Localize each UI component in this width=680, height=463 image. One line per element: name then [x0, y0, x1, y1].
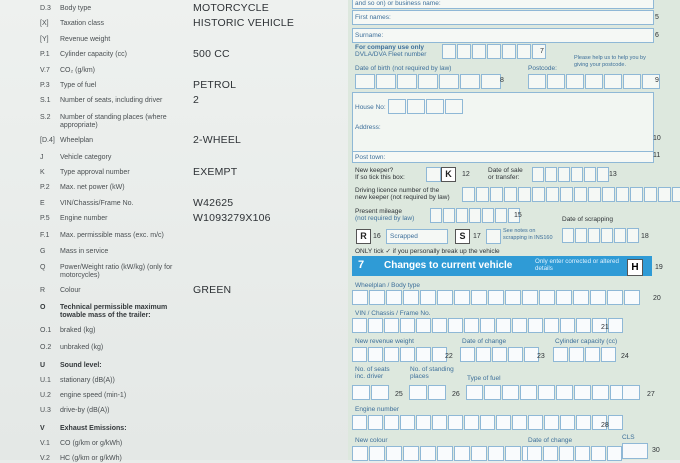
- detail-code: [X]: [40, 20, 49, 27]
- licence-label: Driving licence number of the: [355, 187, 440, 194]
- dob-boxes[interactable]: [355, 74, 501, 89]
- character-box[interactable]: [386, 446, 402, 461]
- date-of-sale-label-2: or transfer:: [488, 174, 520, 181]
- character-box[interactable]: [454, 290, 470, 305]
- detail-label: Technical permissible maximum towable mass of the trailer:: [60, 304, 168, 319]
- field-number-15: 15: [514, 212, 522, 219]
- character-box[interactable]: [543, 446, 558, 461]
- character-box[interactable]: [384, 415, 399, 430]
- character-box[interactable]: [576, 318, 591, 333]
- detail-code: [D.4]: [40, 137, 55, 144]
- field-number-5: 5: [655, 14, 659, 21]
- character-box[interactable]: [601, 347, 616, 362]
- field-number-20: 20: [653, 295, 661, 302]
- detail-code: U.2: [40, 392, 51, 399]
- detail-label: Number of standing places (where appropriate): [60, 114, 167, 129]
- character-box[interactable]: [576, 415, 591, 430]
- character-box[interactable]: [460, 347, 475, 362]
- section-7-banner: [352, 256, 652, 276]
- field-number-11: 11: [653, 152, 661, 159]
- cls-label: CLS: [622, 434, 635, 441]
- licence-label-2: new keeper (not required by law): [355, 194, 450, 201]
- first-names-label: First names:: [355, 14, 391, 21]
- field-number-7: 7: [540, 48, 544, 55]
- mileage-boxes[interactable]: [430, 208, 520, 223]
- character-box[interactable]: [574, 385, 591, 400]
- detail-label: Exhaust Emissions:: [60, 425, 127, 432]
- character-box[interactable]: [420, 290, 436, 305]
- seats-boxes[interactable]: [352, 385, 389, 400]
- character-box[interactable]: [522, 290, 538, 305]
- new-colour-boxes[interactable]: [352, 446, 538, 461]
- character-box[interactable]: [416, 347, 431, 362]
- detail-label: Vehicle category: [60, 154, 112, 161]
- character-box[interactable]: [520, 385, 537, 400]
- character-box[interactable]: [505, 446, 521, 461]
- detail-label: Type of fuel: [60, 82, 97, 89]
- scrapped-label: Scrapped: [390, 233, 418, 240]
- detail-label: Cylinder capacity (cc): [60, 51, 127, 58]
- detail-label: Max. permissible mass (exc. m/c): [60, 232, 164, 239]
- detail-label: HC (g/km or g/kWh): [60, 455, 122, 462]
- character-box[interactable]: [352, 415, 367, 430]
- character-box[interactable]: [505, 290, 521, 305]
- k-letter-box: K: [441, 167, 456, 182]
- field-number-9: 9: [655, 77, 659, 84]
- detail-code: S.1: [40, 97, 51, 104]
- field-number-10: 10: [653, 135, 661, 142]
- section-subtitle: Only enter corrected or altered details: [535, 258, 619, 272]
- character-box[interactable]: [369, 446, 385, 461]
- detail-code: V.2: [40, 455, 50, 462]
- character-box[interactable]: [471, 446, 487, 461]
- field-number-6: 6: [655, 32, 659, 39]
- section-title: Changes to current vehicle: [384, 260, 513, 271]
- field-number-27: 27: [647, 391, 655, 398]
- character-box[interactable]: [592, 385, 609, 400]
- company-use-label: For company use only: [355, 44, 424, 51]
- detail-code: U.1: [40, 377, 51, 384]
- character-box[interactable]: [476, 347, 491, 362]
- character-box[interactable]: [384, 347, 399, 362]
- detail-value: MOTORCYCLE: [193, 2, 269, 14]
- character-box[interactable]: [538, 385, 555, 400]
- detail-code: P.2: [40, 184, 50, 191]
- detail-label: Revenue weight: [60, 36, 111, 43]
- surname-field[interactable]: [352, 28, 654, 43]
- field-number-8: 8: [500, 77, 504, 84]
- new-keeper-tick-label: If so tick this box:: [355, 174, 405, 181]
- character-box[interactable]: [480, 415, 495, 430]
- s-letter-box: S: [455, 229, 470, 244]
- scrapping-date-boxes[interactable]: [562, 228, 639, 243]
- detail-value: 2: [193, 94, 200, 106]
- character-box[interactable]: [400, 347, 415, 362]
- character-box[interactable]: [607, 290, 623, 305]
- new-keeper-checkbox[interactable]: [426, 167, 441, 182]
- detail-code: K: [40, 169, 45, 176]
- house-no-boxes[interactable]: [388, 99, 463, 114]
- character-box[interactable]: [492, 347, 507, 362]
- character-box[interactable]: [400, 415, 415, 430]
- detail-value: GREEN: [193, 284, 232, 296]
- revenue-weight-label: New revenue weight: [355, 338, 414, 345]
- character-box[interactable]: [624, 290, 640, 305]
- character-box[interactable]: [528, 318, 543, 333]
- engine-number-label: Engine number: [355, 406, 400, 413]
- character-box[interactable]: [528, 415, 543, 430]
- field-number-18: 18: [641, 233, 649, 240]
- business-name-label: and so on) or business name:: [355, 0, 441, 7]
- detail-code: O: [40, 304, 46, 311]
- detail-code: G: [40, 248, 46, 255]
- date-of-change-boxes[interactable]: [460, 347, 539, 362]
- detail-code: U.3: [40, 407, 51, 414]
- section-number: 7: [358, 259, 365, 271]
- detail-label: VIN/Chassis/Frame No.: [60, 200, 134, 207]
- character-box[interactable]: [448, 415, 463, 430]
- detail-code: O.2: [40, 344, 52, 351]
- date-of-change-label: Date of change: [462, 338, 507, 345]
- field-number-26: 26: [452, 391, 460, 398]
- character-box[interactable]: [575, 446, 590, 461]
- character-box[interactable]: [428, 385, 446, 400]
- character-box[interactable]: [352, 318, 367, 333]
- detail-label: braked (kg): [60, 327, 96, 334]
- field-number-12: 12: [462, 171, 470, 178]
- character-box[interactable]: [400, 318, 415, 333]
- field-number-23: 23: [537, 353, 545, 360]
- detail-code: V.7: [40, 67, 50, 74]
- character-box[interactable]: [480, 318, 495, 333]
- character-box[interactable]: [386, 290, 402, 305]
- fleet-number-label: DVLA/DVA Fleet number: [355, 51, 427, 58]
- new-keeper-label: New keeper?: [355, 167, 394, 174]
- detail-value: PETROL: [193, 79, 237, 91]
- standing-places-label: No. of standing places: [410, 366, 454, 380]
- field-number-24: 24: [621, 353, 629, 360]
- post-town-label: Post town:: [355, 154, 386, 161]
- character-box[interactable]: [352, 446, 368, 461]
- detail-label: Max. net power (kW): [60, 184, 125, 191]
- character-box[interactable]: [560, 318, 575, 333]
- postcode-help-text: Please help us to help you by giving your postcode.: [574, 55, 646, 68]
- character-box[interactable]: [553, 347, 568, 362]
- character-box[interactable]: [432, 318, 447, 333]
- fuel-boxes[interactable]: [466, 385, 627, 400]
- character-box[interactable]: [560, 415, 575, 430]
- character-box[interactable]: [437, 290, 453, 305]
- detail-label: CO₂ (g/km): [60, 67, 95, 74]
- character-box[interactable]: [608, 415, 623, 430]
- detail-label: Wheelplan: [60, 137, 94, 144]
- detail-label: CO (g/km or g/kWh): [60, 440, 123, 447]
- detail-code: O.1: [40, 327, 52, 334]
- detail-code: R: [40, 287, 46, 294]
- cylinder-capacity-boxes[interactable]: [553, 347, 616, 362]
- field-number-19: 19: [655, 264, 663, 271]
- character-box[interactable]: [591, 446, 606, 461]
- character-box[interactable]: [569, 347, 584, 362]
- vin-label: VIN / Chassis / Frame No.: [355, 310, 431, 317]
- detail-code: J: [40, 154, 44, 161]
- field-number-21: 21: [601, 324, 609, 331]
- date-of-sale-boxes[interactable]: [532, 167, 609, 182]
- r-letter-box: R: [356, 229, 371, 244]
- character-box[interactable]: [464, 318, 479, 333]
- field-number-13: 13: [609, 171, 617, 178]
- date-of-scrapping-label: Date of scrapping: [562, 216, 613, 223]
- character-box[interactable]: [454, 446, 470, 461]
- detail-code: U: [40, 362, 46, 369]
- scrapping-note: See notes on scrapping in INS160: [503, 228, 553, 241]
- detail-code: Q: [40, 264, 46, 271]
- character-box[interactable]: [369, 290, 385, 305]
- fuel-code-box[interactable]: [622, 385, 640, 400]
- detail-label: Body type: [60, 5, 92, 12]
- vin-boxes[interactable]: [352, 318, 623, 333]
- detail-code: D.3: [40, 5, 51, 12]
- detail-code: S.2: [40, 114, 51, 121]
- field-number-28: 28: [601, 422, 609, 429]
- detail-code: E: [40, 200, 45, 207]
- detail-label: Sound level:: [60, 362, 102, 369]
- detail-code: F.1: [40, 232, 50, 239]
- character-box[interactable]: [471, 290, 487, 305]
- character-box[interactable]: [527, 446, 542, 461]
- character-box[interactable]: [585, 347, 600, 362]
- character-box[interactable]: [403, 290, 419, 305]
- field-number-22: 22: [445, 353, 453, 360]
- detail-label: stationary (dB(A)): [60, 377, 115, 384]
- type-of-fuel-label: Type of fuel: [467, 375, 501, 382]
- field-number-30: 30: [652, 447, 660, 454]
- character-box[interactable]: [544, 318, 559, 333]
- character-box[interactable]: [512, 318, 527, 333]
- character-box[interactable]: [409, 385, 427, 400]
- detail-code: P.5: [40, 215, 50, 222]
- postcode-label: Postcode:: [528, 65, 557, 72]
- detail-code: V.1: [40, 440, 50, 447]
- character-box[interactable]: [403, 446, 419, 461]
- detail-code: P.3: [40, 82, 50, 89]
- detail-value: HISTORIC VEHICLE: [193, 17, 295, 29]
- detail-value: W42625: [193, 197, 234, 209]
- mileage-label-2: (not required by law): [355, 215, 415, 222]
- character-box[interactable]: [437, 446, 453, 461]
- scrapped-checkbox[interactable]: [486, 229, 501, 244]
- surname-label: Surname:: [355, 32, 384, 39]
- character-box[interactable]: [539, 290, 555, 305]
- character-box[interactable]: [352, 385, 370, 400]
- character-box[interactable]: [556, 385, 573, 400]
- character-box[interactable]: [590, 290, 606, 305]
- detail-label: Power/Weight ratio (kW/kg) (only for motorcycles): [60, 264, 173, 279]
- character-box[interactable]: [496, 318, 511, 333]
- wheelplan-boxes[interactable]: [352, 290, 640, 305]
- character-box[interactable]: [484, 385, 501, 400]
- wheelplan-label: Wheelplan / Body type: [355, 282, 421, 289]
- detail-value: W1093279X106: [193, 212, 271, 224]
- detail-label: Colour: [60, 287, 81, 294]
- character-box[interactable]: [466, 385, 483, 400]
- date-of-change-2-boxes[interactable]: [527, 446, 622, 461]
- character-box[interactable]: [608, 318, 623, 333]
- detail-code: P.1: [40, 51, 50, 58]
- detail-label: Taxation class: [60, 20, 104, 27]
- engine-number-boxes[interactable]: [352, 415, 623, 430]
- date-of-change-2-label: Date of change: [528, 437, 573, 444]
- character-box[interactable]: [352, 347, 367, 362]
- address-label: Address:: [355, 124, 381, 131]
- detail-code: [Y]: [40, 36, 49, 43]
- character-box[interactable]: [464, 415, 479, 430]
- character-box[interactable]: [416, 318, 431, 333]
- dob-label: Date of birth (not required by law): [355, 65, 452, 72]
- date-of-sale-label: Date of sale: [488, 167, 523, 174]
- mileage-label: Present mileage: [355, 208, 402, 215]
- character-box[interactable]: [368, 415, 383, 430]
- character-box[interactable]: [496, 415, 511, 430]
- detail-label: Engine number: [60, 215, 108, 222]
- detail-value: 2-WHEEL: [193, 134, 242, 146]
- character-box[interactable]: [512, 415, 527, 430]
- standing-places-boxes[interactable]: [409, 385, 446, 400]
- character-box[interactable]: [607, 446, 622, 461]
- cls-box[interactable]: [622, 443, 648, 459]
- detail-label: Type approval number: [60, 169, 130, 176]
- licence-boxes[interactable]: [462, 187, 680, 202]
- character-box[interactable]: [556, 290, 572, 305]
- fleet-number-boxes[interactable]: [442, 44, 546, 59]
- postcode-boxes[interactable]: [528, 74, 660, 89]
- character-box[interactable]: [368, 318, 383, 333]
- detail-value: 500 CC: [193, 48, 230, 60]
- cylinder-capacity-label: Cylinder capacity (cc): [555, 338, 618, 345]
- detail-label: Number of seats, including driver: [60, 97, 163, 104]
- character-box[interactable]: [352, 290, 368, 305]
- field-number-16: 16: [373, 233, 381, 240]
- character-box[interactable]: [416, 415, 431, 430]
- character-box[interactable]: [448, 318, 463, 333]
- h-letter-box: H: [627, 259, 643, 276]
- detail-value: EXEMPT: [193, 166, 238, 178]
- character-box[interactable]: [502, 385, 519, 400]
- house-no-label: House No:: [355, 104, 386, 111]
- character-box[interactable]: [371, 385, 389, 400]
- field-number-25: 25: [395, 391, 403, 398]
- character-box[interactable]: [420, 446, 436, 461]
- character-box[interactable]: [508, 347, 523, 362]
- character-box[interactable]: [432, 415, 447, 430]
- character-box[interactable]: [488, 290, 504, 305]
- character-box[interactable]: [368, 347, 383, 362]
- detail-label: Mass in service: [60, 248, 109, 255]
- character-box[interactable]: [488, 446, 504, 461]
- first-names-field[interactable]: [352, 10, 654, 25]
- field-number-17: 17: [473, 233, 481, 240]
- character-box[interactable]: [559, 446, 574, 461]
- post-town-field[interactable]: [352, 151, 654, 163]
- detail-code: V: [40, 425, 45, 432]
- only-tick-note: ONLY tick ✓ if you personally break up the vehicle: [355, 248, 500, 255]
- character-box[interactable]: [544, 415, 559, 430]
- detail-label: engine speed (min-1): [60, 392, 127, 399]
- detail-label: unbraked (kg): [60, 344, 104, 351]
- revenue-weight-boxes[interactable]: [352, 347, 447, 362]
- new-colour-label: New colour: [355, 437, 388, 444]
- detail-label: drive-by (dB(A)): [60, 407, 110, 414]
- seats-label: No. of seats inc. driver: [355, 366, 390, 380]
- character-box[interactable]: [384, 318, 399, 333]
- character-box[interactable]: [573, 290, 589, 305]
